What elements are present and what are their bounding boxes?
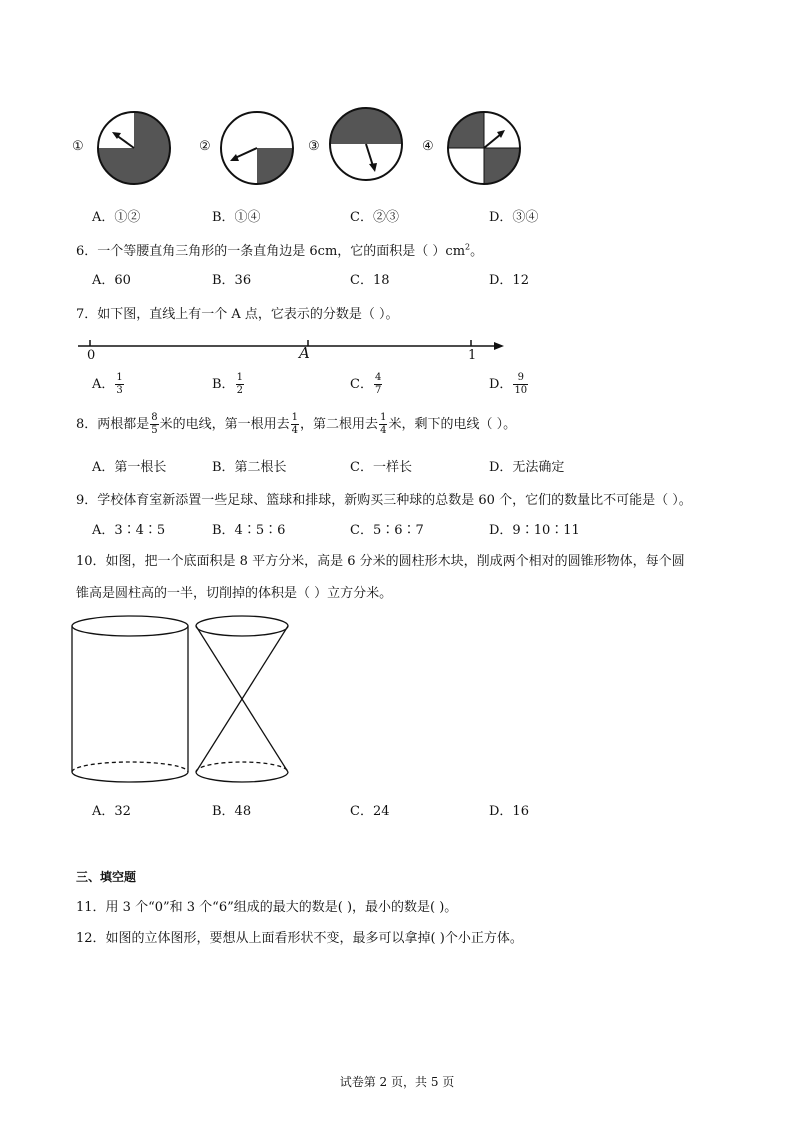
q8-option-b[interactable]: B．第二根长 [212, 460, 287, 475]
q7-option-d[interactable]: D． $\frac{9}{10}$ [489, 372, 528, 396]
cylinder-figure [70, 614, 194, 786]
question-10-line-2: 锥高是圆柱高的一半，切削掉的体积是（ ）立方分米。 [76, 586, 393, 601]
question-9-text: 9．学校体育室新添置一些足球、篮球和排球，新购买三种球的总数是 60 个，它们的数量比不可能是（ ）。 [76, 493, 692, 508]
q5-option-c[interactable]: C．②③ [350, 210, 399, 225]
question-12-text: 12．如图的立体图形，要想从上面看形状不变，最多可以拿掉( )个小正方体。 [76, 931, 523, 946]
circle-figure-4 [446, 110, 522, 186]
q10-option-a[interactable]: A．32 [92, 804, 131, 819]
question-10-line-1: 10．如图，把一个底面积是 8 平方分米，高是 6 分米的圆柱形木块，削成两个相对的圆锥形物体，每个圆 [76, 554, 685, 569]
q8-option-a[interactable]: A．第一根长 [92, 460, 167, 475]
question-7-text: 7．如下图，直线上有一个 A 点，它表示的分数是（ ）。 [76, 307, 399, 322]
page-footer: 试卷第 2 页，共 5 页 [339, 1075, 455, 1089]
q6-option-d[interactable]: D．12 [489, 273, 529, 288]
q10-option-c[interactable]: C．24 [350, 804, 390, 819]
figure-label-1: ① [72, 139, 84, 154]
q9-option-a[interactable]: A．3∶4∶5 [92, 523, 166, 538]
q9-option-d[interactable]: D．9∶10∶11 [489, 523, 580, 538]
figure-label-2: ② [199, 139, 211, 154]
q7-option-a[interactable]: A． $\frac{1}{3}$ [92, 372, 123, 396]
q10-option-b[interactable]: B．48 [212, 804, 252, 819]
number-line-label-1: 1 [468, 348, 477, 363]
q9-option-c[interactable]: C．5∶6∶7 [350, 523, 424, 538]
section-title: 三、填空题 [76, 870, 137, 884]
figure-label-4: ④ [422, 139, 434, 154]
q6-option-b[interactable]: B．36 [212, 273, 252, 288]
q8-option-c[interactable]: C．一样长 [350, 460, 412, 475]
q7-option-b[interactable]: B． $\frac{1}{2}$ [212, 372, 243, 396]
q5-option-b[interactable]: B．①④ [212, 210, 261, 225]
number-line-label-a: A [299, 344, 310, 362]
q9-option-b[interactable]: B．4∶5∶6 [212, 523, 286, 538]
circle-figure-3 [328, 106, 404, 182]
number-line-label-0: 0 [87, 348, 96, 363]
double-cone-figure [194, 614, 318, 786]
q5-option-d[interactable]: D．③④ [489, 210, 539, 225]
circle-figure-1 [96, 110, 172, 186]
number-line [76, 332, 506, 362]
figure-label-3: ③ [308, 139, 320, 154]
circle-figure-2 [219, 110, 295, 186]
question-11-text: 11．用 3 个“0”和 3 个“6”组成的最大的数是( )，最小的数是( )。 [76, 900, 458, 915]
q10-option-d[interactable]: D．16 [489, 804, 529, 819]
q7-option-c[interactable]: C． $\frac{4}{7}$ [350, 372, 382, 396]
q6-option-a[interactable]: A．60 [92, 273, 131, 288]
question-6-text: 6．一个等腰直角三角形的一条直角边是 6cm，它的面积是（ ）$cm^2$。 [76, 242, 484, 259]
q8-option-d[interactable]: D．无法确定 [489, 460, 565, 475]
q5-option-a[interactable]: A．①② [92, 210, 141, 225]
question-8-text: 8．两根都是 $\frac{8}{5}$ 米的电线，第一根用去 $\frac{1}{4}$ ，第二根用去 $\frac{1}{4}$ 米，剩下的电线（ ）。 [76, 412, 517, 436]
q6-option-c[interactable]: C．18 [350, 273, 390, 288]
